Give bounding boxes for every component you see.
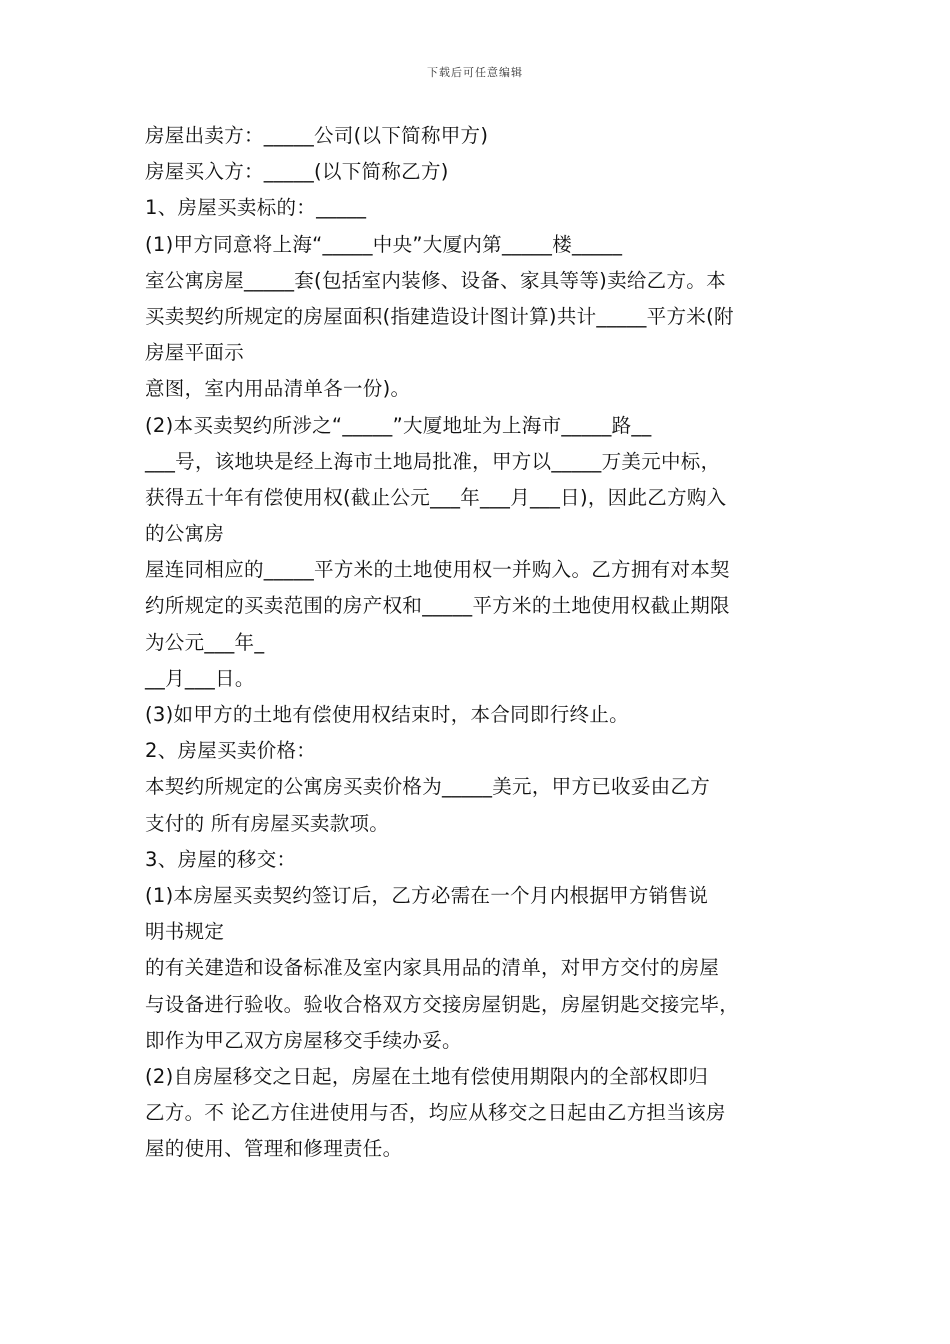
text-line: (1)甲方同意将上海“_____中央”大厦内第_____楼_____	[145, 232, 623, 256]
text-line: 明书规定	[145, 920, 225, 944]
text-line: 房屋买入方：_____(以下简称乙方)	[145, 160, 449, 184]
text-line: 为公元___年_	[145, 630, 265, 654]
text-line: 的公寓房	[145, 522, 225, 546]
text-line: 室公寓房屋_____套(包括室内装修、设备、家具等等)卖给乙方。本	[145, 268, 726, 292]
text-line: 约所规定的买卖范围的房产权和_____平方米的土地使用权截止期限	[145, 594, 730, 618]
text-line: 乙方。不 论乙方住进使用与否，均应从移交之日起由乙方担当该房	[145, 1101, 726, 1125]
text-line: 房屋平面示	[145, 341, 245, 365]
text-line: 2、房屋买卖价格：	[145, 739, 317, 763]
text-line: 即作为甲乙双方房屋移交手续办妥。	[145, 1028, 462, 1052]
text-line: 本契约所规定的公寓房买卖价格为_____美元，甲方已收妥由乙方	[145, 775, 711, 799]
text-line: 买卖契约所规定的房屋面积(指建造设计图计算)共计_____平方米(附	[145, 304, 734, 328]
text-line: 屋连同相应的_____平方米的土地使用权一并购入。乙方拥有对本契	[145, 558, 730, 582]
text-line: (3)如甲方的土地有偿使用权结束时，本合同即行终止。	[145, 703, 629, 726]
text-line: 1、房屋买卖标的：_____	[145, 196, 367, 220]
text-line: 房屋出卖方：_____公司(以下简称甲方)	[145, 124, 489, 147]
text-line: (1)本房屋买卖契约签订后，乙方必需在一个月内根据甲方销售说	[145, 883, 709, 907]
text-line: 意图，室内用品清单各一份)。	[145, 377, 411, 401]
text-line: 与设备进行验收。验收合格双方交接房屋钥匙，房屋钥匙交接完毕，	[145, 992, 740, 1016]
text-line: 3、房屋的移交：	[145, 847, 297, 871]
page-header: 下载后可任意编辑	[427, 66, 523, 79]
text-line: 屋的使用、管理和修理责任。	[145, 1137, 403, 1161]
text-line: 的有关建造和设备标准及室内家具用品的清单，对甲方交付的房屋	[145, 956, 720, 980]
document-body	[145, 118, 810, 1167]
text-line: 获得五十年有偿使用权(截止公元___年___月___日)，因此乙方购入	[145, 485, 727, 509]
text-line: __月___日。	[145, 666, 255, 690]
text-line: (2)本买卖契约所涉之“_____”大厦地址为上海市_____路__	[145, 413, 652, 437]
text-line: (2)自房屋移交之日起，房屋在土地有偿使用期限内的全部权即归	[145, 1064, 709, 1088]
text-line: ___号，该地块是经上海市土地局批准，甲方以_____万美元中标，	[145, 449, 721, 473]
text-line: 支付的 所有房屋买卖款项。	[145, 811, 390, 835]
